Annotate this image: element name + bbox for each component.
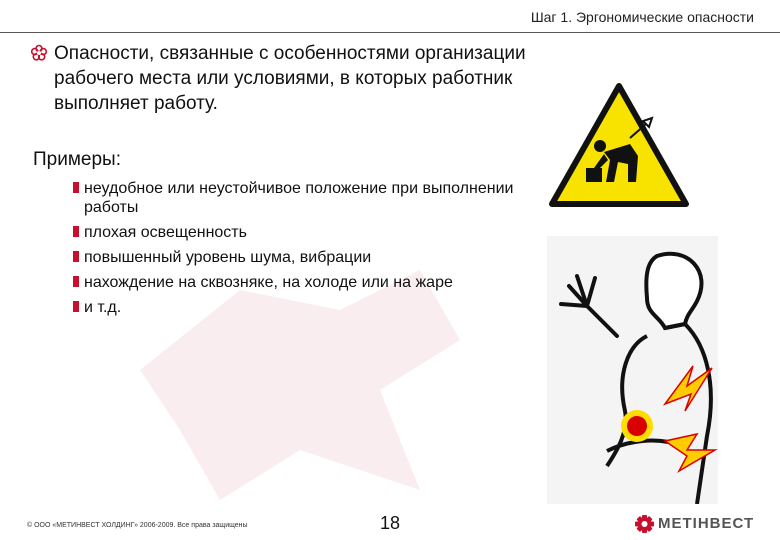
red-square-bullet: [73, 276, 79, 287]
intro-paragraph: Опасности, связанные с особенностями организации рабочего места или условиями, в которых работник выполняет работу.: [54, 43, 526, 114]
page-number: 18: [380, 513, 401, 533]
list-item: неудобное или неустойчивое положение при выполнении работы: [74, 179, 514, 217]
examples-list: [74, 179, 514, 323]
flower-bullet-icon: [30, 44, 48, 62]
red-square-bullet: [73, 226, 79, 237]
list-item: повышенный уровень шума, вибрации: [74, 248, 514, 267]
person-pain-icon: [547, 236, 718, 504]
list-item: нахождение на сквозняке, на холоде или на жаре: [74, 273, 514, 292]
list-item: плохая освещенность: [74, 223, 514, 242]
slide-title: Шаг 1. Эргономические опасности: [530, 9, 754, 25]
lifting-hazard-warning-icon: [548, 82, 690, 208]
examples-heading: Примеры:: [33, 149, 121, 170]
back-pain-illustration: [547, 236, 718, 504]
red-square-bullet: [73, 182, 79, 193]
copyright-text: © ООО «МЕТИНВЕСТ ХОЛДИНГ» 2006-2009. Все права защищены: [27, 522, 248, 529]
header-divider: [0, 32, 780, 33]
logo-text: МЕТІНВЕСТ: [658, 515, 755, 532]
list-item: и т.д.: [74, 298, 514, 317]
red-square-bullet: [73, 301, 79, 312]
red-square-bullet: [73, 251, 79, 262]
